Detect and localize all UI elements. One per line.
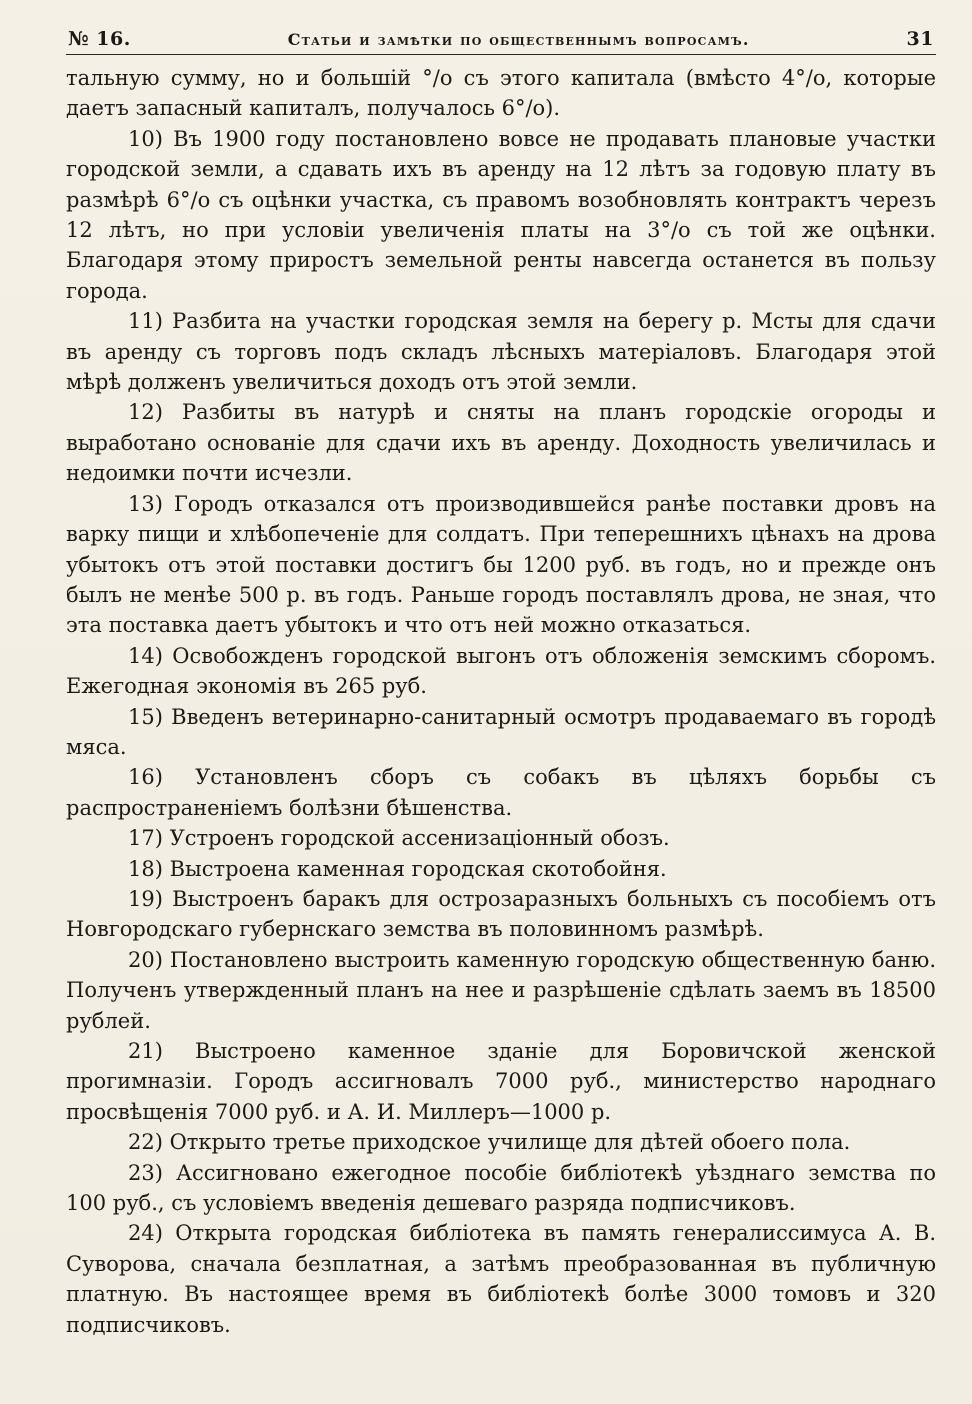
header-rule <box>66 54 936 55</box>
paragraph-item-19: 19) Выстроенъ баракъ для острозаразныхъ больныхъ съ пособіемъ отъ Новгородскаго губернскаго земства въ половинномъ размѣрѣ. <box>66 886 936 942</box>
paragraph-item-24: 24) Открыта городская библіотека въ память генералиссимуса А. В. Суворова, сначала безплатная, а затѣмъ преобразованная въ публичную платную. Въ настоящее время въ библіотекѣ болѣе 3000 томовъ и 320 подписчиковъ. <box>66 1221 936 1337</box>
paragraph-item-13: 13) Городъ отказался отъ производившейся ранѣе поставки дровъ на варку пищи и хлѣбопеченіе для солдатъ. При теперешнихъ цѣнахъ на дрова убытокъ отъ этой поставки достигъ бы 1200 руб. въ годъ, но и прежде онъ былъ не менѣе 500 р. въ годъ. Раньше городъ поставлялъ дрова, не зная, что эта поставка даетъ убытокъ и что отъ ней можно отказаться. <box>66 491 936 638</box>
paragraph-item-18: 18) Выстроена каменная городская скотобойня. <box>128 856 667 881</box>
article-body <box>66 63 936 1340</box>
paragraph-item-20: 20) Постановлено выстроить каменную городскую общественную баню. Полученъ утвержденный планъ на нее и разрѣшеніе сдѣлать заемъ въ 18500 рублей. <box>66 947 936 1033</box>
running-header <box>66 28 936 54</box>
paragraph-item-10: 10) Въ 1900 году постановлено вовсе не продавать плановые участки городской земли, а сдавать ихъ въ аренду на 12 лѣтъ за годовую плату въ размѣрѣ 6°/о съ оцѣнки участка, съ правомъ возобновлять контрактъ черезъ 12 лѣтъ, но при условіи увеличенія платы на 3°/о съ той же оцѣнки. Благодаря этому приростъ земельной ренты навсегда останется въ пользу города. <box>66 126 936 303</box>
paragraph-item-11: 11) Разбита на участки городская земля на берегу р. Мсты для сдачи въ аренду съ торговъ подъ складъ лѣсныхъ матеріаловъ. Благодаря этой мѣрѣ долженъ увеличиться доходъ отъ этой земли. <box>66 309 936 395</box>
page-number: 31 <box>906 28 934 50</box>
paragraph-item-14: 14) Освобожденъ городской выгонъ отъ обложенія земскимъ сборомъ. Ежегодная экономія въ 265 руб. <box>66 643 936 699</box>
paragraph-item-17: 17) Устроенъ городской ассенизаціонный обозъ. <box>128 826 670 851</box>
paragraph-item-15: 15) Введенъ ветеринарно-санитарный осмотръ продаваемаго въ городѣ мяса. <box>66 704 936 759</box>
paragraph-item-16: 16) Установленъ сборъ съ собакъ въ цѣляхъ борьбы съ распространеніемъ болѣзни бѣшенства. <box>66 765 936 820</box>
section-title: Статьи и замѣтки по общественнымъ вопросамъ. <box>287 30 750 49</box>
paragraph-item-21: 21) Выстроено каменное зданіе для Боровичской женской прогимназіи. Городъ ассигновалъ 7000 руб., министерство народнаго просвѣщенія 7000 руб. и А. И. Миллеръ—1000 р. <box>66 1039 936 1124</box>
paragraph-item-23: 23) Ассигновано ежегодное пособіе библіотекѣ уѣзднаго земства по 100 руб., съ условіемъ введенія дешеваго разряда подписчиковъ. <box>66 1160 936 1216</box>
paragraph-item-22: 22) Открыто третье приходское училище для дѣтей обоего пола. <box>128 1130 851 1155</box>
paragraph-item-12: 12) Разбиты въ натурѣ и сняты на планъ городскіе огороды и выработано основаніе для сдачи ихъ въ аренду. Доходность увеличилась и недоимки почти исчезли. <box>66 400 936 486</box>
paragraph-continuation: тальную сумму, но и большій °/о съ этого капитала (вмѣсто 4°/о, которые даетъ запасный капиталъ, получалось 6°/о). <box>66 66 936 121</box>
issue-number: № 16. <box>68 28 131 50</box>
